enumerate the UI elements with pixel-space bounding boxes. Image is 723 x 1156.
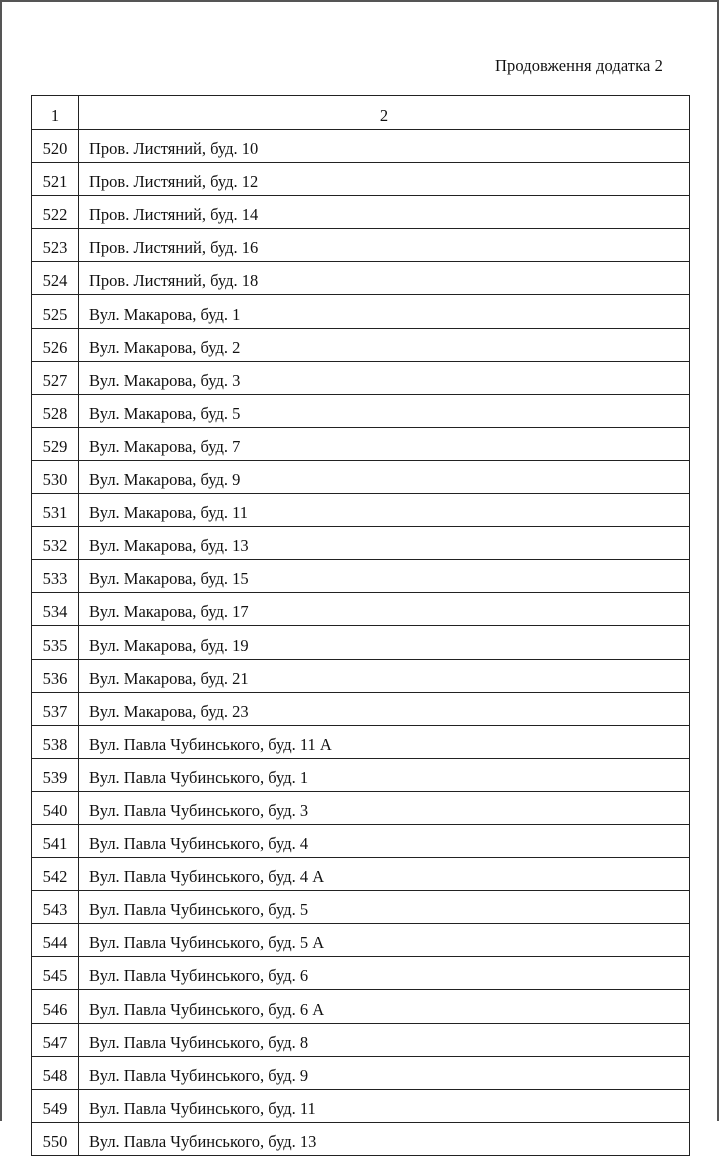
row-number: 521	[32, 163, 79, 196]
row-number: 536	[32, 659, 79, 692]
table-row	[32, 891, 690, 924]
row-number: 532	[32, 527, 79, 560]
row-address: Пров. Листяний, буд. 10	[79, 130, 690, 163]
table-row	[32, 1089, 690, 1122]
row-address: Вул. Павла Чубинського, буд. 6	[79, 957, 690, 990]
row-number: 528	[32, 394, 79, 427]
row-address: Вул. Макарова, буд. 17	[79, 593, 690, 626]
row-address: Вул. Макарова, буд. 15	[79, 560, 690, 593]
row-address: Вул. Макарова, буд. 19	[79, 626, 690, 659]
row-address: Вул. Павла Чубинського, буд. 11	[79, 1089, 690, 1122]
row-address: Пров. Листяний, буд. 12	[79, 163, 690, 196]
table-row	[32, 460, 690, 493]
row-number: 543	[32, 891, 79, 924]
address-table	[31, 95, 690, 1156]
row-number: 545	[32, 957, 79, 990]
row-number: 522	[32, 196, 79, 229]
row-address: Вул. Павла Чубинського, буд. 9	[79, 1056, 690, 1089]
row-address: Вул. Павла Чубинського, буд. 11 А	[79, 725, 690, 758]
row-number: 539	[32, 758, 79, 791]
row-number: 549	[32, 1089, 79, 1122]
table-row	[32, 394, 690, 427]
row-address: Вул. Макарова, буд. 9	[79, 460, 690, 493]
table-row	[32, 361, 690, 394]
table-row	[32, 924, 690, 957]
row-address: Вул. Макарова, буд. 3	[79, 361, 690, 394]
table-row	[32, 494, 690, 527]
row-address: Пров. Листяний, буд. 18	[79, 262, 690, 295]
table-row	[32, 328, 690, 361]
row-address: Вул. Макарова, буд. 23	[79, 692, 690, 725]
row-number: 540	[32, 791, 79, 824]
table-row	[32, 858, 690, 891]
row-address: Вул. Макарова, буд. 13	[79, 527, 690, 560]
row-address: Пров. Листяний, буд. 14	[79, 196, 690, 229]
row-address: Вул. Макарова, буд. 2	[79, 328, 690, 361]
table-row	[32, 163, 690, 196]
row-number: 548	[32, 1056, 79, 1089]
table-row	[32, 527, 690, 560]
row-number: 542	[32, 858, 79, 891]
table-row	[32, 791, 690, 824]
row-number: 527	[32, 361, 79, 394]
row-address: Вул. Макарова, буд. 1	[79, 295, 690, 328]
row-number: 537	[32, 692, 79, 725]
row-number: 531	[32, 494, 79, 527]
table-row	[32, 229, 690, 262]
row-number: 526	[32, 328, 79, 361]
row-address: Вул. Макарова, буд. 21	[79, 659, 690, 692]
row-number: 533	[32, 560, 79, 593]
row-number: 546	[32, 990, 79, 1023]
table-row	[32, 130, 690, 163]
row-number: 523	[32, 229, 79, 262]
row-address: Вул. Павла Чубинського, буд. 13	[79, 1122, 690, 1155]
row-number: 538	[32, 725, 79, 758]
table-row	[32, 593, 690, 626]
table-row	[32, 427, 690, 460]
header-col-address: 2	[79, 96, 690, 130]
table-row	[32, 1122, 690, 1155]
row-number: 541	[32, 824, 79, 857]
table-row	[32, 990, 690, 1023]
row-number: 547	[32, 1023, 79, 1056]
row-number: 529	[32, 427, 79, 460]
table-row	[32, 957, 690, 990]
table-row	[32, 1023, 690, 1056]
row-number: 530	[32, 460, 79, 493]
row-address: Вул. Павла Чубинського, буд. 4 А	[79, 858, 690, 891]
table-row	[32, 295, 690, 328]
table-row	[32, 659, 690, 692]
row-address: Вул. Макарова, буд. 5	[79, 394, 690, 427]
row-number: 535	[32, 626, 79, 659]
table-row	[32, 262, 690, 295]
table-row	[32, 758, 690, 791]
row-number: 520	[32, 130, 79, 163]
row-address: Вул. Павла Чубинського, буд. 6 А	[79, 990, 690, 1023]
row-address: Вул. Макарова, буд. 7	[79, 427, 690, 460]
row-address: Вул. Павла Чубинського, буд. 3	[79, 791, 690, 824]
table-row	[32, 196, 690, 229]
address-table-body	[32, 96, 690, 1156]
row-number: 534	[32, 593, 79, 626]
header-col-number: 1	[32, 96, 79, 130]
row-address: Пров. Листяний, буд. 16	[79, 229, 690, 262]
row-address: Вул. Павла Чубинського, буд. 5 А	[79, 924, 690, 957]
row-address: Вул. Павла Чубинського, буд. 1	[79, 758, 690, 791]
table-row	[32, 1056, 690, 1089]
row-number: 525	[32, 295, 79, 328]
table-header-row	[32, 96, 690, 130]
table-row	[32, 626, 690, 659]
appendix-caption: Продовження додатка 2	[494, 56, 663, 75]
row-number: 550	[32, 1122, 79, 1155]
table-row	[32, 725, 690, 758]
row-address: Вул. Павла Чубинського, буд. 5	[79, 891, 690, 924]
table-row	[32, 692, 690, 725]
row-number: 524	[32, 262, 79, 295]
row-address: Вул. Павла Чубинського, буд. 8	[79, 1023, 690, 1056]
table-row	[32, 560, 690, 593]
row-address: Вул. Макарова, буд. 11	[79, 494, 690, 527]
table-row	[32, 824, 690, 857]
row-address: Вул. Павла Чубинського, буд. 4	[79, 824, 690, 857]
row-number: 544	[32, 924, 79, 957]
